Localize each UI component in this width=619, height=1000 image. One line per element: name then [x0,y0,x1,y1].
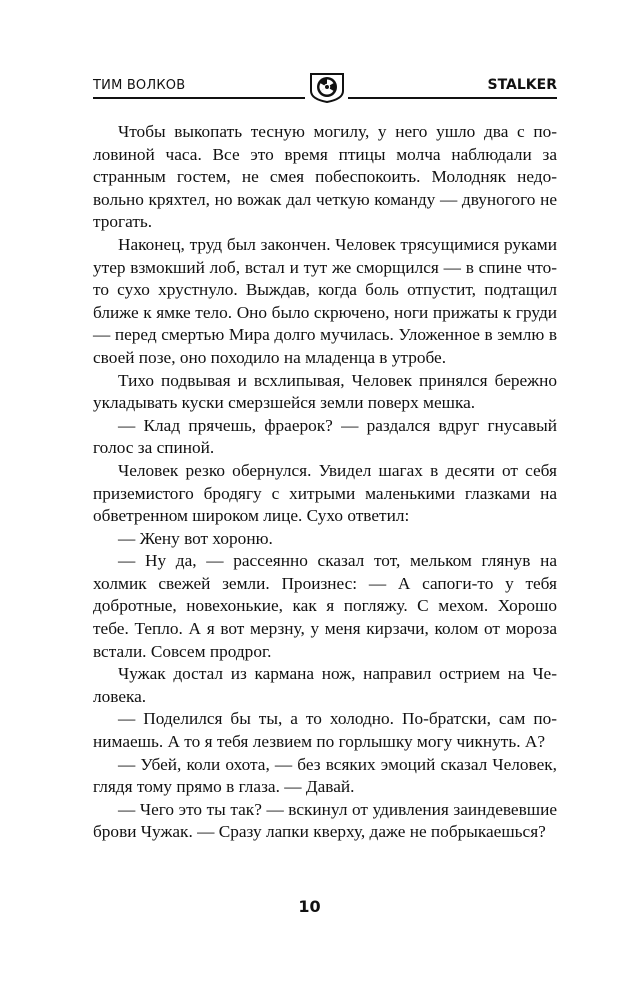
radiation-hazard-icon [310,73,344,103]
paragraph: Чтобы выкопать тесную могилу, у него ушло два с половиной часа. Все это время птицы молча наблюдали за странным гостем, не смея побеспокоить. Молодняк недовольно кряхтел, но вожак дал четкую команду — двуногого не трогать. [93,122,557,232]
running-head-author: ТИМ ВОЛКОВ [93,78,186,93]
body-text [93,121,557,844]
page-number: 10 [298,897,321,916]
paragraph: — Клад прячешь, фраерок? — раздался вдруг гнусавый голос за спиной. [93,415,557,458]
paragraph: — Ну да, — рассеянно сказал тот, мельком глянув на холмик свежей земли. Произнес: — А сапоги-то у тебя добротные, новехонькие, как я погляжу. С мехом. Хорошо тебе. Тепло. А я вот мерзну, у меня кирзачи, колом от мороза встали. Совсем продрог. [93,551,557,661]
paragraph: — Жену вот хороню. [118,528,273,548]
running-head-series: STALKER [487,77,557,93]
paragraph: — Убей, коли охота, — без всяких эмоций сказал Человек, глядя тому прямо в глаза. — Давай. [93,754,557,797]
header-rule-right [348,97,557,99]
paragraph: Тихо подвывая и всхлипывая, Человек принялся бережно укладывать куски смерзшейся земли поверх мешка. [93,370,557,413]
paragraph: — Чего это ты так? — вскинул от удивления заиндевевшие брови Чужак. — Сразу лапки кверху, даже не побрыкаешься? [93,799,557,842]
paragraph: Наконец, труд был закончен. Человек трясущимися руками утер взмокший лоб, встал и тут же сморщился — в спине что-то сухо хрустнуло. Выждав, когда боль отпустит, подтащил ближе к ямке тело. Оно было скрючено, ноги прижаты к груди — перед смертью Мира долго мучилась. Уложенное в землю в своей позе, оно походило на младенца в утробе. [93,234,557,367]
running-header [93,72,557,102]
paragraph: Чужак достал из кармана нож, направил острием на Человека. [93,664,557,706]
header-rule-left [93,97,305,99]
paragraph: — Поделился бы ты, а то холодно. По-братски, сам понимаешь. А то я тебя лезвием по горлышку могу чикнуть. А? [93,709,557,752]
paragraph: Человек резко обернулся. Увидел шагах в десяти от себя приземистого бродягу с хитрыми маленькими глазками на обветренном широком лице. Сухо ответил: [93,460,557,526]
